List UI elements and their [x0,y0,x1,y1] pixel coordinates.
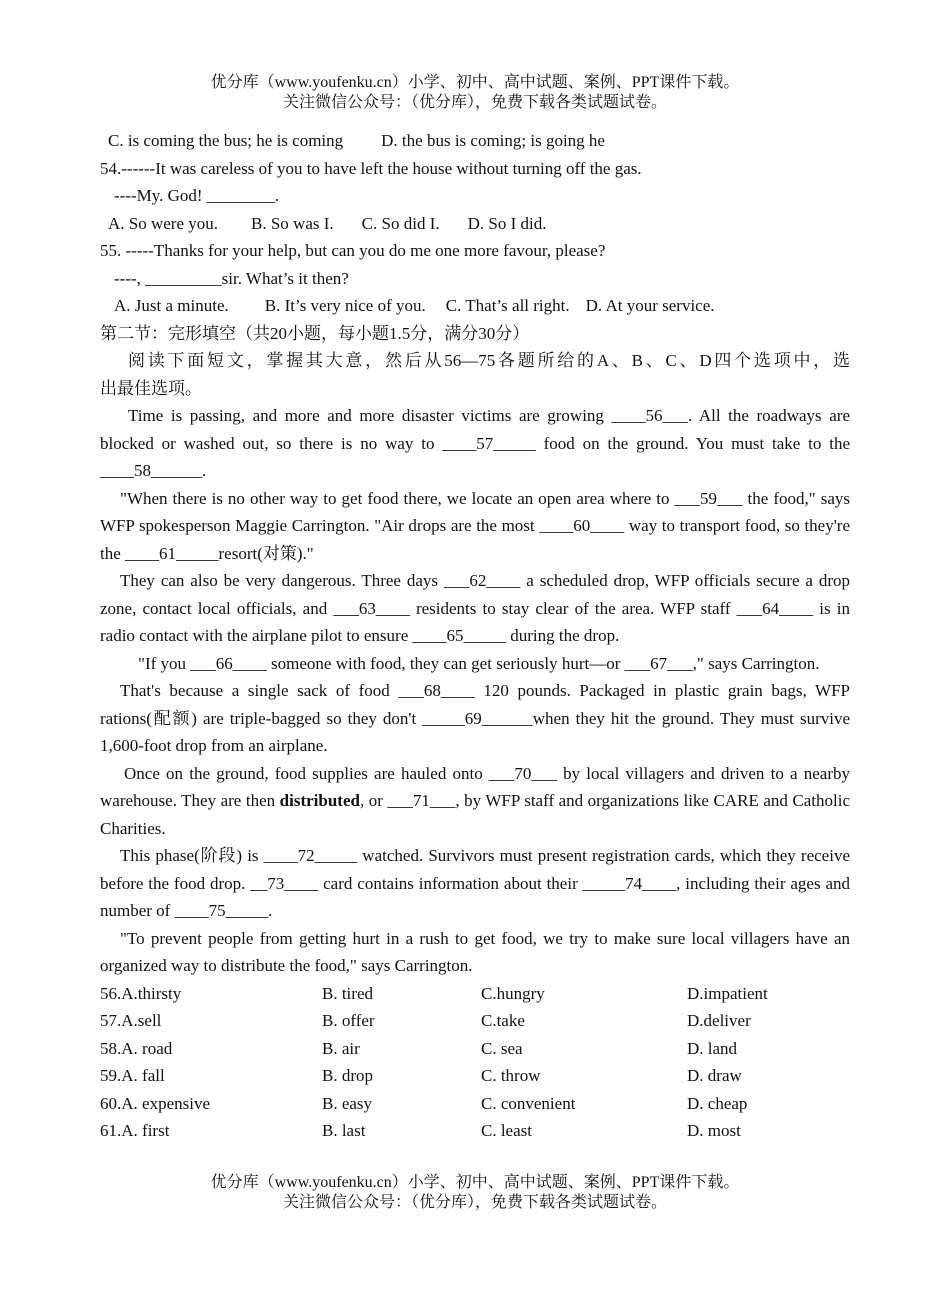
option-cell: D. land [687,1038,738,1058]
option-cell: D.impatient [687,983,768,1003]
footer-line-1: 优分库（www.youfenku.cn）小学、初中、高中试题、案例、PPT课件下载。 [210,1174,740,1191]
q55-options [100,292,850,320]
page-footer [0,1173,950,1213]
q53-options [100,127,850,155]
q55-option-a: A. Just a minute. [114,296,229,315]
q53-option-c: C. is coming the bus; he is coming [108,131,344,150]
header-line-2: 关注微信公众号：（优分库），免费下载各类试题试卷。 [282,94,667,111]
q53-option-d: D. the bus is coming; is going he [381,131,605,150]
option-cell: D.deliver [687,1011,751,1030]
option-cell: D. most [687,1121,741,1140]
passage-paragraph-5: That's because a single sack of food ___68____ 120 pounds. Packaged in plastic grain bags, WFP rations(配额) are triple-bagged so they don't _____69______when they hit the ground. They must survive 1,600-foot drop from an airplane. [100,681,850,755]
paragraph-6-text-b: , or ___71___, by WFP staff and organizations like CARE and Catholic Charities. [100,791,850,838]
option-cell: 57.A.sell [100,1011,162,1030]
passage-paragraph-3: They can also be very dangerous. Three days ___62____ a scheduled drop, WFP officials secure a drop zone, contact local officials, and ___63____ residents to stay clear of the area. WFP staff ___64____ is in radio contact with the airplane pilot to ensure ____65_____ during the drop. [100,571,850,645]
q55-option-d: D. At your service. [585,296,715,315]
option-cell: 56.A.thirsty [100,983,182,1003]
q55-option-c: C. That’s all right. [445,296,570,315]
q54-reply: ----My. God! ________. [114,186,280,205]
option-cell: C. least [481,1121,532,1140]
answer-options-table [100,980,850,1145]
q54-stem: 54.------It was careless of you to have left the house without turning off the gas. [100,158,642,178]
option-cell: B. tired [322,983,373,1003]
q54-option-a: A. So were you. [108,213,219,233]
option-cell: D. draw [687,1066,742,1085]
q55-reply: ----, _________sir. What’s it then? [114,268,349,288]
section-instructions-1: 阅读下面短文，掌握其大意，然后从56—75各题所给的A、B、C、D四个选项中，选 [128,351,850,370]
option-cell: D. cheap [687,1093,748,1113]
footer-line-2: 关注微信公众号：（优分库），免费下载各类试题试卷。 [282,1194,667,1211]
page-header [0,73,950,113]
passage-paragraph-1: Time is passing, and more and more disaster victims are growing ____56___. All the roadways are blocked or washed out, so there is no way to ____57_____ food on the ground. You must take to the ____58______. [100,406,850,480]
q54-options [100,210,850,238]
option-cell: C. throw [481,1066,541,1085]
header-line-1: 优分库（www.youfenku.cn）小学、初中、高中试题、案例、PPT课件下载。 [210,74,740,91]
q55-stem: 55. -----Thanks for your help, but can you do me one more favour, please? [100,241,606,260]
option-cell: C.take [481,1011,525,1030]
q54-option-d: D. So I did. [467,213,547,233]
q55-option-b: B. It’s very nice of you. [264,296,426,315]
passage-paragraph-6 [100,760,850,843]
option-cell: B. easy [322,1093,373,1113]
option-cell: 58.A. road [100,1038,173,1058]
passage-paragraph-7: This phase(阶段) is ____72_____ watched. Survivors must present registration cards, which they receive before the food drop. __73____ card contains information about their _____74____, including their ages and number of ____75_____. [100,846,850,920]
option-cell: C. sea [481,1038,523,1058]
passage-paragraph-8: "To prevent people from getting hurt in a rush to get food, we try to make sure local villagers have an organized way to distribute the food," says Carrington. [100,928,850,975]
q54-option-c: C. So did I. [361,213,440,233]
option-cell: 61.A. first [100,1121,170,1140]
option-cell: B. air [322,1038,360,1058]
passage-paragraph-2: "When there is no other way to get food there, we locate an open area where to ___59___ the food," says WFP spokesperson Maggie Carrington. "Air drops are the most ____60____ way to transport food, so they're the ____61_____resort(对策)." [100,488,850,563]
option-cell: C. convenient [481,1093,576,1113]
paragraph-6-text-a: Once on the ground, food supplies are hauled onto ___70___ by local villagers and driven to a nearby warehouse. They are then [100,763,850,810]
option-cell: 59.A. fall [100,1066,165,1085]
option-cell: B. drop [322,1066,373,1085]
option-cell: 60.A. expensive [100,1093,211,1113]
section-instructions-2: 出最佳选项。 [100,378,202,398]
q54-option-b: B. So was I. [251,213,334,233]
option-cell: B. last [322,1121,366,1140]
passage-paragraph-4: "If you ___66____ someone with food, they can get seriously hurt—or ___67___," says Carrington. [138,653,820,673]
exam-content [100,127,850,1145]
option-cell: C.hungry [481,983,545,1003]
bold-word-distributed: distributed [279,791,360,810]
section-title: 第二节：完形填空（共20小题，每小题1.5分，满分30分） [100,323,530,343]
option-cell: B. offer [322,1011,375,1030]
